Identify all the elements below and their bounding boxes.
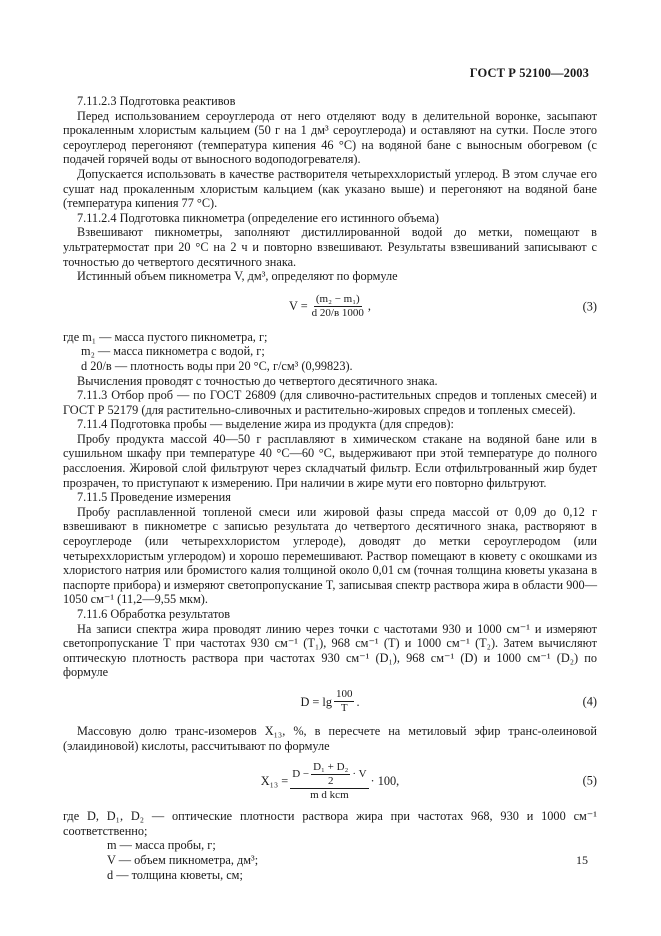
page-number: 15: [576, 853, 588, 867]
definition-D: где D, D₁, D₂ — оптические плотности раствора жира при частотах 968, 930 и 1000 см⁻¹ соответственно;: [63, 809, 597, 838]
paragraph: Допускается использовать в качестве растворителя четыреххлористый углерод. В этом случае его сушат над прокаленным хлористым кальцием (как указано выше) и перегоняют на водяной бане (температура кипения 77 °С).: [63, 166, 597, 211]
formula-tail: .: [356, 694, 360, 709]
definition-intro: где: [63, 329, 80, 344]
paragraph: Взвешивают пикнометры, заполняют дистиллированной водой до метки, помещают в ультратермостат при 20 °С на 2 ч и повторно взвешивают. Результаты взвешиваний записывают с точностью до четвертого десятичного знака.: [63, 225, 597, 269]
paragraph: Перед использованием сероуглерода от него отделяют воду в делительной воронке, засыпают прокаленным хлористым кальцием (50 г на 1 дм³ сероуглерода) и оставляют на сутки. После этого сероуглерод перегоняют (температура кипения 46 °С) на водяной бане с выносным обогревом (с подачей горячей воды от выносного водоподогревателя).: [63, 108, 597, 167]
section-7-11-4-title: 7.11.4 Подготовка пробы — выделение жира из продукта (для спредов):: [77, 417, 454, 432]
formula-5: [63, 753, 597, 809]
definition-m: m — масса пробы, г;: [107, 838, 216, 853]
definition-m2: m₂ — масса пикнометра с водой, г;: [81, 344, 265, 359]
section-7-11-6-title: 7.11.6 Обработка результатов: [77, 607, 231, 621]
formula-number: (5): [582, 773, 597, 788]
fraction-numerator: [290, 761, 368, 789]
numerator-prefix: D −: [292, 767, 310, 780]
fraction-numerator: 100: [335, 688, 353, 701]
fraction-denominator: m d kcm: [310, 788, 349, 801]
paragraph: Истинный объем пикнометра V, дм³, определяют по формуле: [77, 269, 398, 284]
formula-3: [63, 284, 597, 330]
formula-lhs: V =: [289, 299, 308, 314]
definition-m1: m₁ — масса пустого пикнометра, г;: [82, 329, 268, 344]
paragraph: Массовую долю транс-изомеров X₁₃, %, в пересчете на метиловый эфир транс-олеиновой (элаидиновой) кислоты, рассчитывают по формуле: [63, 723, 597, 753]
inner-denominator: 2: [327, 774, 334, 787]
inner-numerator: D₁ + D₂: [313, 760, 349, 773]
fraction: [334, 688, 355, 715]
definition: [63, 330, 597, 345]
paragraph: Пробу продукта массой 40—50 г расплавляют в химическом стакане на водяной бане или в сушильном шкафу при температуре 40 °С—60 °С, выдерживают при этой температуре до полного расслоения. Жировой слой фильтруют через складчатый фильтр. Если отфильтрованный жир будет прозрачен, то приступают к измерению. При наличии в жире мути его повторно фильтруют.: [63, 431, 597, 490]
fraction-denominator: T: [340, 702, 348, 715]
paragraph: Пробу расплавленной топленой смеси или жировой фазы спреда массой от 0,09 до 0,12 г взвешивают в пикнометре с записью результата до четвертого десятичного знака, растворяют в сероуглероде (или четыреххлористом углероде), доводят до метки сероуглеродом (или четыреххлористым углеродом) и хорошо перемешивают. Раствор помещают в кювету с окошками из хлористого натрия или бромистого калия толщиной около 0,01 см (точная толщина кюветы указана в паспорте прибора) и измеряют светопропускание T, записывая спектр раствора жира в области 900—1050 см⁻¹ (11,2—9,55 мкм).: [63, 504, 597, 607]
paragraph: На записи спектра жира проводят линию через точки с частотами 930 и 1000 см⁻¹ и измеряют светопропускание T при частотах 930 см⁻¹ (T₁), 968 см⁻¹ (T) и 1000 см⁻¹ (T₂). Затем вычисляют оптическую плотность раствора при частотах 930 см⁻¹ (D₁), 968 см⁻¹ (D) и 1000 см⁻¹ (D₂) по формуле: [63, 621, 597, 680]
section-7-11-3: 7.11.3 Отбор проб — по ГОСТ 26809 (для сливочно-растительных спредов и топленых смесей) и ГОСТ Р 52179 (для растительно-сливочных и растительно-жировых спредов и топленых смесей).: [63, 388, 597, 417]
formula-lhs: D = lg: [300, 694, 332, 709]
paragraph: Вычисления проводят с точностью до четвертого десятичного знака.: [77, 373, 438, 388]
section-7-11-2-4-title: 7.11.2.4 Подготовка пикнометра (определение его истинного объема): [77, 210, 439, 225]
formula-lhs: X₁₃ =: [260, 773, 289, 788]
formula-4: [63, 680, 597, 724]
inner-fraction: [311, 761, 350, 788]
document-body: [63, 94, 597, 882]
fraction-numerator: (m₂ − m₁): [315, 293, 360, 306]
definition-V: V — объем пикнометра, дм³;: [107, 852, 259, 867]
section-7-11-2-3-title: 7.11.2.3 Подготовка реактивов: [77, 94, 236, 108]
formula-number: (4): [582, 694, 597, 709]
section-7-11-5-title: 7.11.5 Проведение измерения: [77, 490, 231, 505]
numerator-suffix: · V: [352, 767, 367, 780]
fraction: [290, 761, 368, 802]
definition-d: d — толщина кюветы, см;: [107, 867, 243, 882]
fraction: [310, 293, 366, 320]
document-header: ГОСТ Р 52100—2003: [469, 66, 589, 80]
formula-tail: ,: [367, 299, 371, 314]
definition-d: d 20/в — плотность воды при 20 °С, г/см³ (0,99823).: [81, 358, 353, 373]
formula-number: (3): [582, 299, 597, 314]
fraction-denominator: d 20/в 1000: [311, 307, 364, 320]
formula-tail: · 100,: [370, 773, 400, 788]
